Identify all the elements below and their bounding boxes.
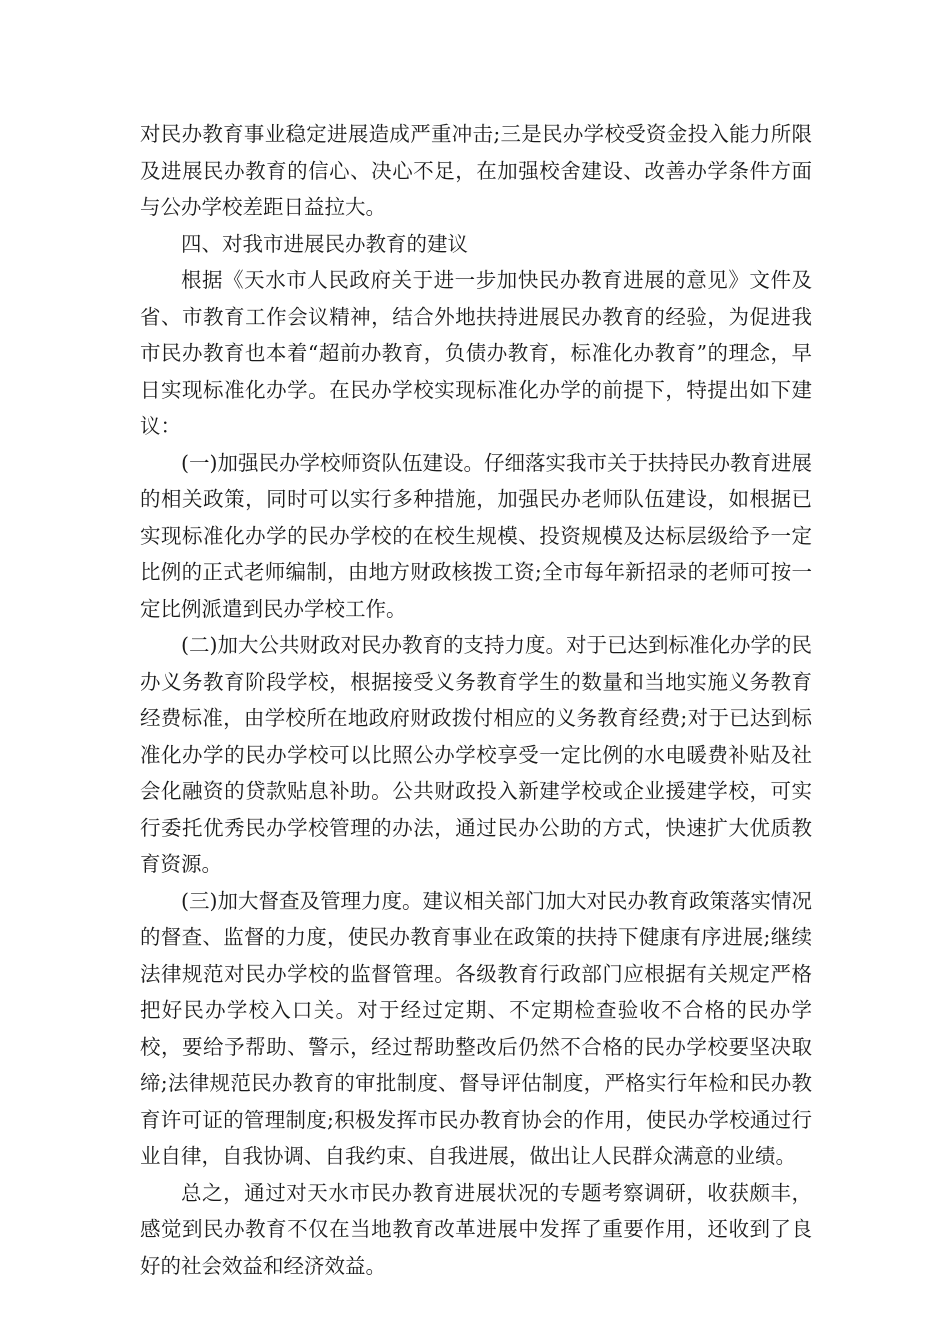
paragraph-conclusion: 总之，通过对天水市民办教育进展状况的专题考察调研，收获颇丰，感觉到民办教育不仅在当地教育改革进展中发挥了重要作用，还收到了良好的社会效益和经济效益。 (140, 1180, 812, 1278)
document-body (140, 116, 812, 1284)
paragraph-suggestion-1: (一)加强民办学校师资队伍建设。仔细落实我市关于扶持民办教育进展的相关政策，同时可以实行多种措施，加强民办老师队伍建设，如根据已实现标准化办学的民办学校的在校生规模、投资规模及达标层级给予一定比例的正式老师编制，由地方财政核拨工资;全市每年新招录的老师可按一定比例派遣到民办学校工作。 (140, 450, 812, 621)
section-heading: 四、对我市进展民办教育的建议 (181, 231, 468, 256)
paragraph-suggestion-2: (二)加大公共财政对民办教育的支持力度。对于已达到标准化办学的民办义务教育阶段学校，根据接受义务教育学生的数量和当地实施义务教育经费标准，由学校所在地政府财政拨付相应的义务教育经费;对于已达到标准化办学的民办学校可以比照公办学校享受一定比例的水电暖费补贴及社会化融资的贷款贴息补助。公共财政投入新建学校或企业援建学校，可实行委托优秀民办学校管理的办法，通过民办公助的方式，快速扩大优质教育资源。 (140, 633, 812, 876)
paragraph-continuation: 对民办教育事业稳定进展造成严重冲击;三是民办学校受资金投入能力所限及进展民办教育的信心、决心不足，在加强校舍建设、改善办学条件方面与公办学校差距日益拉大。 (140, 122, 812, 219)
paragraph-intro: 根据《天水市人民政府关于进一步加快民办教育进展的意见》文件及省、市教育工作会议精神，结合外地扶持进展民办教育的经验，为促进我市民办教育也本着“超前办教育，负债办教育，标准化办教育”的理念，早日实现标准化办学。在民办学校实现标准化办学的前提下，特提出如下建议： (140, 268, 812, 438)
paragraph-suggestion-3: (三)加大督查及管理力度。建议相关部门加大对民办教育政策落实情况的督查、监督的力度，使民办教育事业在政策的扶持下健康有序进展;继续法律规范对民办学校的监督管理。各级教育行政部门应根据有关规定严格把好民办学校入口关。对于经过定期、不定期检查验收不合格的民办学校，要给予帮助、警示，经过帮助整改后仍然不合格的民办学校要坚决取缔;法律规范民办教育的审批制度、督导评估制度，严格实行年检和民办教育许可证的管理制度;积极发挥市民办教育协会的作用，使民办学校通过行业自律，自我协调、自我约束、自我进展，做出让人民群众满意的业绩。 (140, 888, 812, 1168)
